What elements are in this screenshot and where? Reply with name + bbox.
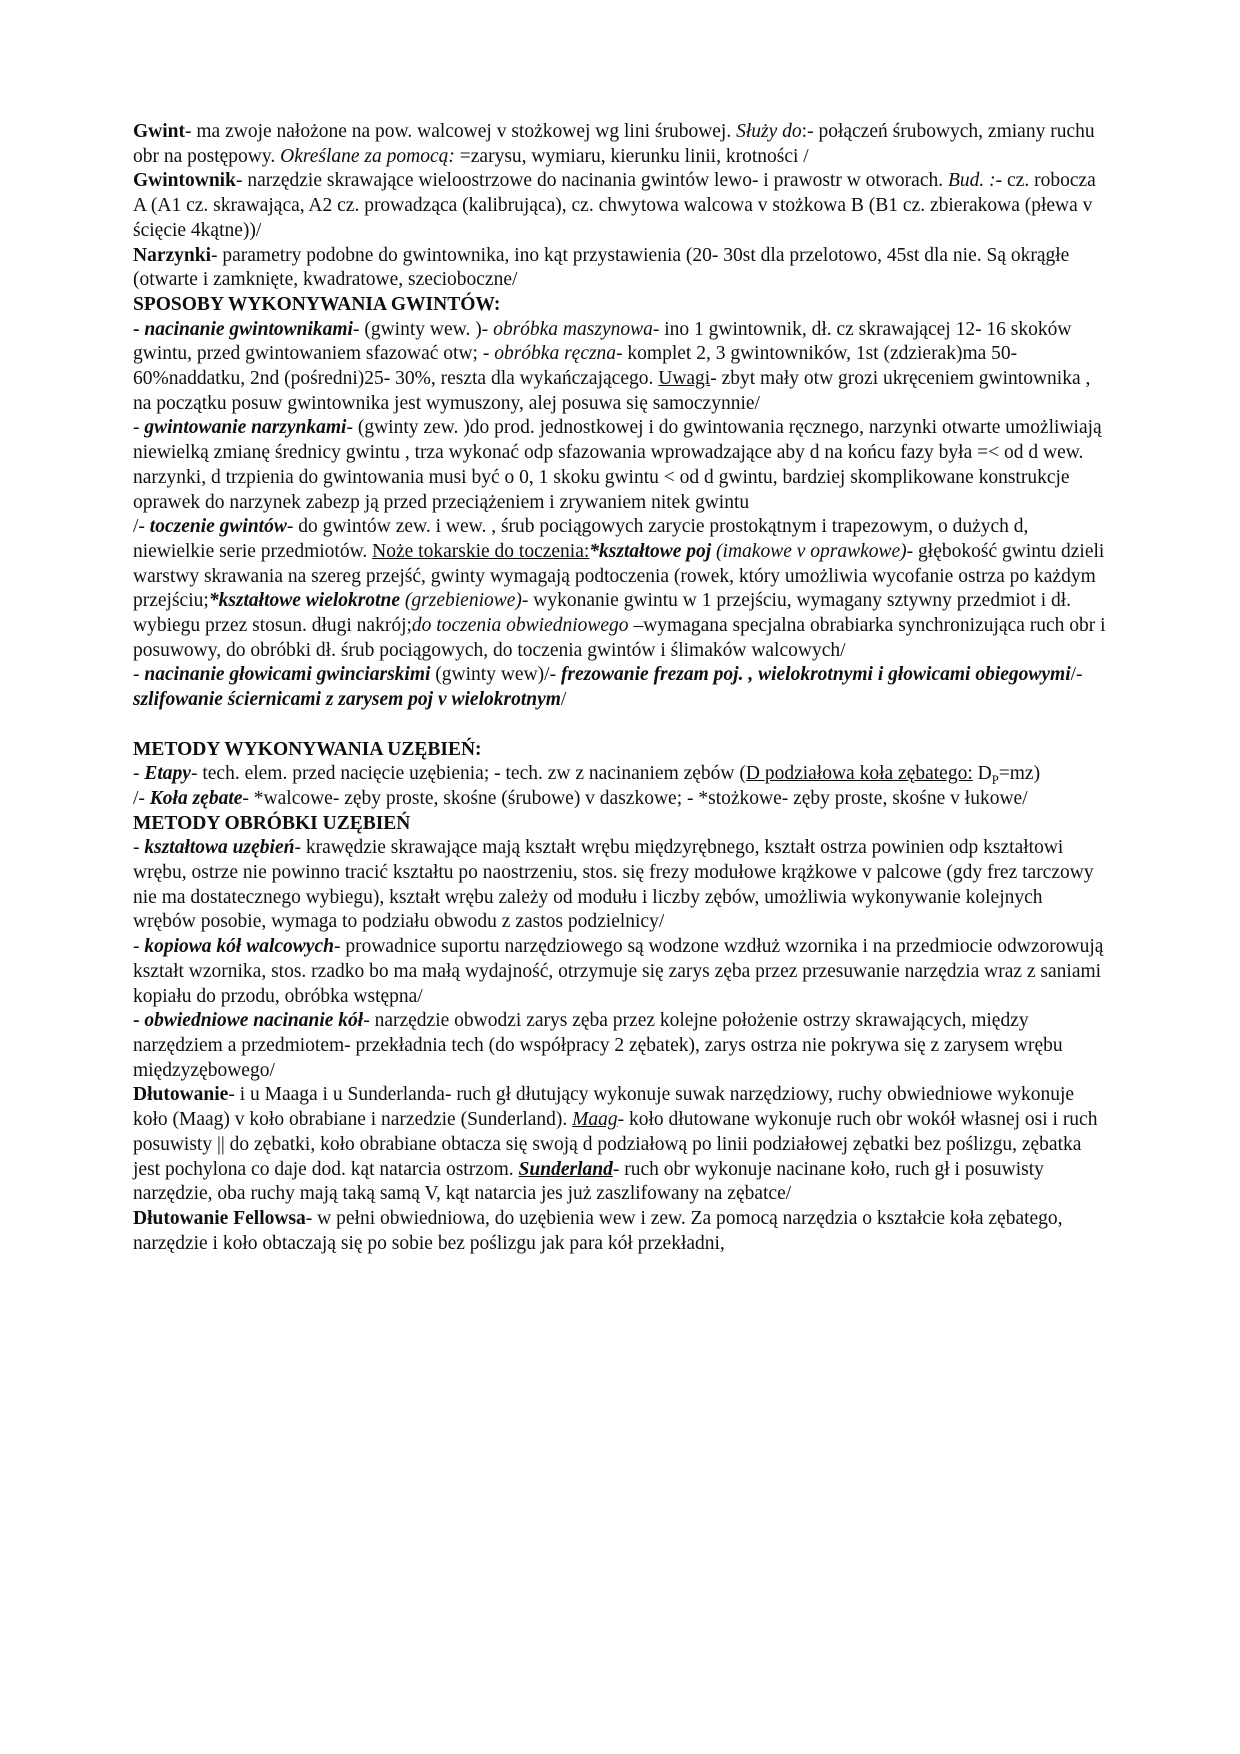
text-segment: METODY OBRÓBKI UZĘBIEŃ [133, 812, 411, 834]
text-segment: =zarysu, wymiaru, kierunku linii, krotności / [454, 145, 809, 167]
text-segment: - ma zwoje nałożone na pow. walcowej v stożkowej wg lini śrubowej. [185, 121, 737, 142]
heading-metody-obrobki-uzebien [133, 812, 1110, 837]
paragraph-dlutowanie [133, 1083, 1110, 1207]
text-segment: - narzędzie obwodzi zarys zęba przez kolejne położenie ostrzy skrawających, między narzędziem a przedmiotem- przekładnia tech (do współpracy 2 zębatek), zarys ostrza nie pokrywa się z zarysem wrębu międzyzębowego/ [133, 1010, 1063, 1081]
paragraph-gwintownik [133, 169, 1110, 243]
text-segment: Etapy [144, 763, 191, 785]
text-segment: - głębokość gwintu dzieli warstwy skrawania na szereg przejść, gwinty wymagają podtoczenia (rowek, który umożliwia wycofanie ostrza po każdym przejściu; [133, 540, 1105, 612]
text-segment: /- [1070, 664, 1083, 686]
paragraph-nacinanie-gwintownikami [133, 318, 1110, 417]
paragraph-toczenie-gwintow [133, 515, 1110, 663]
text-segment: kształtowa uzębień [144, 837, 295, 859]
heading-metody-wykonywania-uzebien [133, 738, 1110, 763]
text-segment: - narzędzie skrawające wieloostrzowe do nacinania gwintów lewo- i prawostr w otworach. [235, 170, 948, 192]
paragraph-etapy [133, 762, 1110, 787]
text-segment: do toczenia obwiedniowego [411, 615, 634, 637]
heading-sposoby-wykonywania-gwintow [133, 293, 1110, 318]
text-segment: :- połączeń śrubowych, zmiany ruchu obr na postępowy. [133, 121, 1095, 167]
paragraph-kopiowa-kol-walcowych [133, 935, 1110, 1009]
text-segment: - zbyt mały otw grozi ukręceniem gwintownika , na początku posuw gwintownika jest wymuszony, alej posuwa się samoczynnie/ [133, 368, 1091, 414]
paragraph-narzynki [133, 244, 1110, 293]
text-segment: Maag [572, 1109, 618, 1131]
text-segment: Dłutowanie Fellowsa [133, 1207, 306, 1229]
text-segment: - *walcowe- zęby proste, skośne (śrubowe) v daszkowe; - *stożkowe- zęby proste, skośne v łukowe/ [242, 787, 1028, 809]
text-segment: - ino 1 gwintownik, dł. cz skrawającej 12- 16 skoków gwintu, przed gwintowaniem sfazować otw; - [133, 318, 1072, 365]
text-segment: obróbka maszynowa [493, 318, 653, 340]
text-segment: - parametry podobne do gwintownika, ino kąt przystawienia (20- 30st dla przelotowo, 45st dla nie. Są okrągłe (otwarte i zamknięte, kwadratowe, szecioboczne/ [133, 244, 1070, 291]
text-segment: frezowanie frezam poj. , wielokrotnymi i głowicami obiegowymi [560, 664, 1071, 686]
text-segment: - krawędzie skrawające mają kształt wrębu międzyrębnego, kształt ostrza powinien odp kształtowi wrębu, ostrze nie powinno tracić kształtu po naostrzeniu, stos. się frezy modułowe krążkowe v palcowe (gdy frez tarczowy nie ma dostatecznego wybiegu), kształt wrębu zależy od modułu i liczby zębów, umożliwia wykonywanie kolejnych wrębów posobie, wymaga to podziału obwodu z zastos podzielnicy/ [133, 837, 1094, 933]
text-segment: - i u Maaga i u Sunderlanda- ruch gł dłutujący wykonuje suwak narzędziowy, ruchy obwiedniowe wykonuje koło (Maag) v koło obrabiane i narzedzie (Sunderland). [133, 1084, 1075, 1131]
paragraph-nacinanie-glowicami [133, 663, 1110, 712]
text-segment: - [133, 763, 145, 785]
paragraph-ksztaltowa-uzebien [133, 836, 1110, 935]
text-segment: Gwintownik [133, 170, 236, 192]
text-segment: Sunderland [518, 1158, 613, 1180]
text-segment: Gwint [133, 121, 186, 142]
paragraph-kola-zebate [133, 787, 1110, 812]
text-segment: nacinanie głowicami gwinciarskimi [144, 664, 431, 686]
text-segment: - tech. elem. przed nacięcie uzębienia; - tech. zw z nacinaniem zębów ( [190, 763, 746, 785]
text-segment: Noże tokarskie do toczenia: [372, 540, 590, 562]
paragraph-gwint [133, 120, 1110, 169]
text-segment: - [133, 417, 145, 439]
text-segment: szlifowanie ściernicami z zarysem poj v wielokrotnym [133, 689, 561, 711]
text-segment: SPOSOBY WYKONYWANIA GWINTÓW: [133, 293, 501, 315]
text-segment: - cz. robocza A (A1 cz. skrawająca, A2 cz. prowadząca (kalibrująca), cz. chwytowa walcowa v stożkowa B (B1 cz. zbierakowa (płewa v ścięcie 4kątne))/ [133, 170, 1096, 241]
text-segment: /- [133, 787, 150, 809]
text-segment: /- [133, 516, 150, 538]
text-segment: - prowadnice suportu narzędziowego są wodzone wzdłuż wzornika i na przedmiocie odwzorowują kształt wzornika, stos. rzadko bo ma małą wydajność, otrzymuje się zarys zęba przez przesuwanie narzędzia wraz z saniami kopiału do przodu, obróbka wstępna/ [133, 936, 1104, 1007]
text-segment: - [133, 936, 145, 958]
text-segment: - [133, 837, 145, 859]
text-segment: Koła zębate [149, 787, 243, 809]
text-segment: P [991, 773, 999, 788]
text-segment: - komplet 2, 3 gwintowników, 1st (zdzierak)ma 50- 60%naddatku, 2nd (pośredni)25- 30%, reszta dla wykańczającego. [133, 343, 1018, 390]
text-segment: gwintowanie narzynkami [144, 417, 347, 439]
text-segment: obwiedniowe nacinanie kół [144, 1010, 364, 1032]
text-segment: (grzebieniowe) [404, 590, 522, 612]
text-segment: D podziałowa koła zębatego: [745, 763, 973, 785]
text-segment: - do gwintów zew. i wew. , śrub pociągowych zarycie prostokątnym i trapezowym, o dużych d, niewielkie serie przedmiotów. [133, 516, 1029, 562]
text-segment: - koło dłutowane wykonuje ruch obr wokół własnej osi i ruch posuwisty || do zębatki, koło obrabiane obtacza się swoją d podziałową po linii podziałowej zębatki bez poślizgu, zębatka jest pochylona co daje dod. kąt natarcia ostrzom. [133, 1109, 1098, 1180]
text-segment: - ruch obr wykonuje nacinane koło, ruch gł i posuwisty narzędzie, oba ruchy mają taką samą V, kąt natarcia jes już zaszlifowany na zębatce/ [133, 1158, 1044, 1205]
text-segment: - w pełni obwiedniowa, do uzębienia wew i zew. Za pomocą narzędzia o kształcie koła zębatego, narzędzie i koło obtaczają się po sobie bez poślizgu jak para kół przekładni, [133, 1207, 1063, 1254]
text-segment: obróbka ręczna [494, 343, 617, 365]
text-segment: nacinanie gwintownikami [144, 318, 353, 340]
document-text-block [133, 120, 1110, 1256]
text-segment: METODY WYKONYWANIA UZĘBIEŃ: [133, 738, 482, 760]
text-segment: =mz) [998, 763, 1041, 785]
paragraph-gwintowanie-narzynkami [133, 416, 1110, 515]
text-segment: *kształtowe wielokrotne [208, 590, 405, 612]
text-segment: - (gwinty zew. )do prod. jednostkowej i do gwintowania ręcznego, narzynki otwarte umożliwiają niewielką zmianę średnicy gwintu , trza wykonać odp sfazowania wprowadzające aby d na końcu fazy była =< od d wew. narzynki, d trzpienia do gwintowania musi być o 0, 1 skoku gwintu < od d gwintu, bardziej skomplikowane konstrukcje oprawek do narzynek zabezp ją przed przeciążeniem i zrywaniem nitek gwintu [133, 417, 1102, 513]
text-segment: Określane za pomocą: [280, 145, 455, 167]
text-segment: Narzynki [133, 244, 211, 266]
text-segment: - [133, 318, 145, 340]
text-segment: (imakowe v oprawkowe) [716, 540, 907, 562]
text-segment: Bud. : [947, 170, 996, 192]
text-segment: (gwinty wew)/- [430, 664, 561, 686]
paragraph-obwiedniowe-nacinanie-kol [133, 1009, 1110, 1083]
text-segment: - (gwinty wew. )- [352, 318, 494, 340]
text-segment: Dłutowanie [133, 1084, 229, 1106]
text-segment: Uwagi [658, 368, 711, 390]
text-segment: kopiowa kół walcowych [144, 936, 334, 958]
text-segment: toczenie gwintów [149, 516, 287, 538]
text-segment: –wymagana specjalna obrabiarka synchronizująca ruch obr i posuwowy, do obróbki dł. śrub pociągowych, do toczenia gwintów i ślimaków walcowych/ [133, 615, 1106, 661]
text-segment: - [133, 664, 145, 686]
text-segment: - wykonanie gwintu w 1 przejściu, wymagany sztywny przedmiot i dł. wybiegu przez stosun. długi nakrój; [133, 590, 1072, 637]
text-segment: Służy do [736, 121, 802, 142]
paragraph-dlutowanie-fellowsa [133, 1207, 1110, 1256]
text-segment: *kształtowe poj [589, 540, 717, 562]
text-segment: D [972, 763, 992, 785]
text-segment: / [560, 689, 567, 711]
text-segment: - [133, 1010, 145, 1032]
